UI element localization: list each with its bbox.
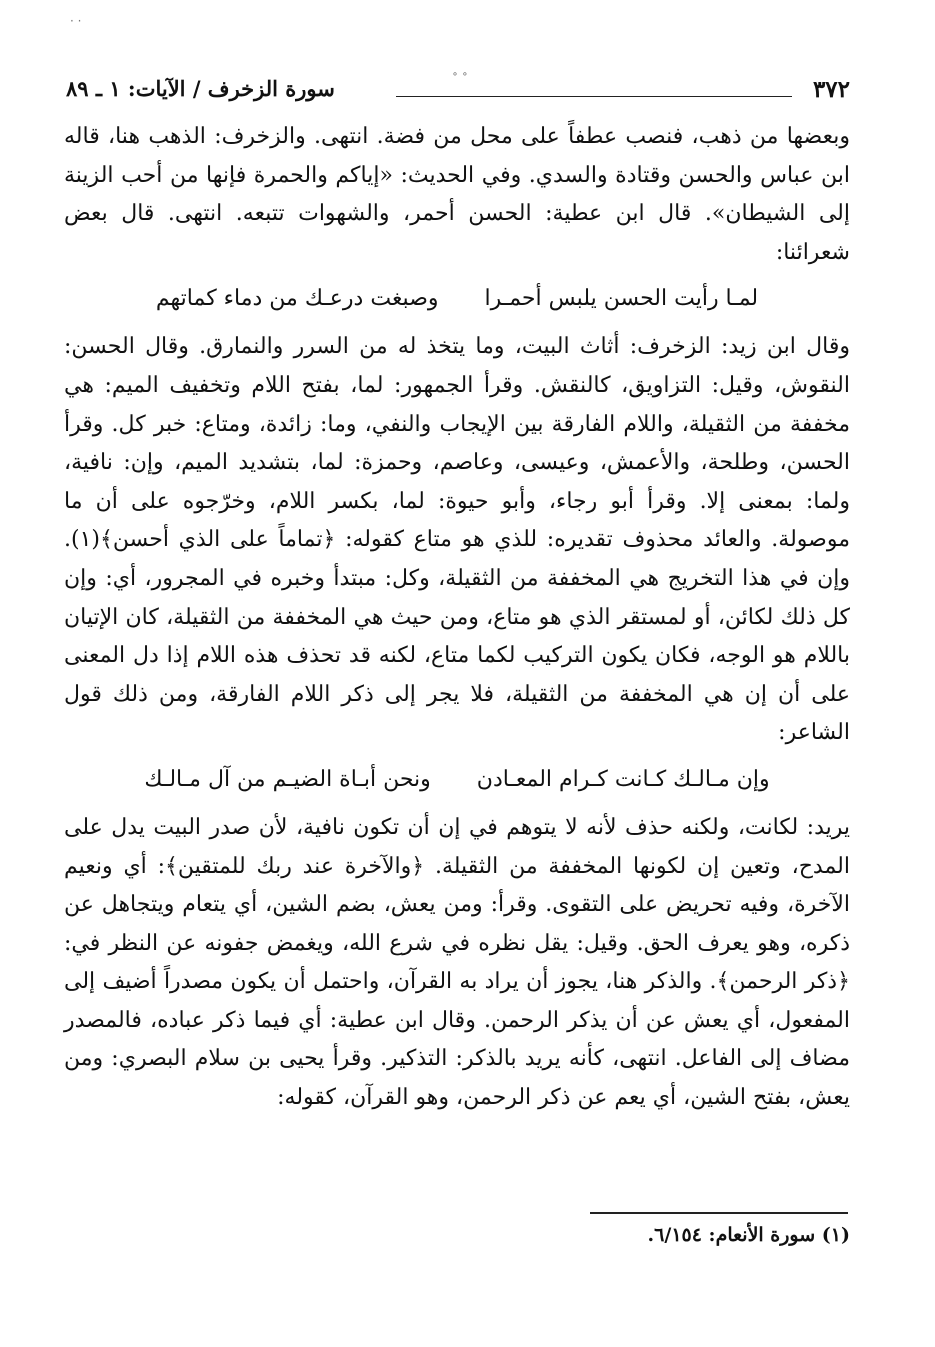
main-text <box>64 118 850 1118</box>
paragraph: وقال ابن زيد: الزخرف: أثاث البيت، وما يتخذ له من السرر والنمارق. وقال الحسن: النقوش، وقيل: التزاويق، كالنقش. وقرأ الجمهور: لما، بفتح اللام وتخفيف الميم: هي مخففة من الثقيلة، واللام الفارقة بين الإيجاب والنفي، وما: زائدة، ومتاع: خبر كل. وقرأ الحسن، وطلحة، والأعمش، وعيسى، وعاصم، وحمزة: لما، بتشديد الميم، وإن: نافية، ولما: بمعنى إلا. وقرأ أبو رجاء، وأبو حيوة: لما، بكسر اللام، وخرّجوه على أن ما موصولة. والعائد محذوف تقديره: للذي هو متاع كقوله: ﴿تماماً على الذي أحسن﴾(١). وإن في هذا التخريج هي المخففة من الثقيلة، وكل: مبتدأ وخبره في المجرور، أي: وإن كل ذلك لكائن، أو لمستقر الذي هو متاع، ومن حيث هي المخففة من الثقيلة، كان الإتيان باللام هو الوجه، فكان يكون التركيب لكما متاع، لكنه قد تحذف هذه اللام إذا دل المعنى على أن إن هي المخففة من الثقيلة، فلا يجر إلى ذكر اللام الفارقة، ومن ذلك قول الشاعر: <box>64 334 850 746</box>
header-rule <box>396 96 792 97</box>
paragraph: وبعضها من ذهب، فنصب عطفاً على محل من فضة. انتهى. والزخرف: الذهب هنا، قاله ابن عباس والحسن وقتادة والسدي. وفي الحديث: «إياكم والحمرة فإنها من أحب الزينة إلى الشيطان». قال ابن عطية: الحسن أحمر، والشهوات تتبعه. انتهى. قال بعض شعرائنا: <box>64 124 850 265</box>
footnote-rule <box>590 1212 848 1214</box>
poetry-verse <box>64 280 850 318</box>
running-title: سورة الزخرف / الآيات: ١ ـ ٨٩ <box>66 76 335 101</box>
verse-second-hemistich: وصبغت درعـك من دماء كماتهم <box>155 286 439 312</box>
poetry-verse <box>64 761 850 799</box>
scan-speck: ˚ ˚ <box>452 72 468 86</box>
verse-first-hemistich: وإن مـالـك كـانت كـرام المعـادن <box>476 766 770 792</box>
paragraph: يريد: لكانت، ولكنه حذف لأنه لا يتوهم في إن أن تكون نافية، لأن صدر البيت يدل على المدح، وتعين إن لكونها المخففة من الثقيلة. ﴿والآخرة عند ربك للمتقين﴾: أي ونعيم الآخرة، وفيه تحريض على التقوى. وقرأ: ومن يعش، بضم الشين، أي يتعام ويتجاهل عن ذكره، وهو يعرف الحق. وقيل: يقل نظره في شرع الله، ويغمض جفونه عن النظر في: ﴿ذكر الرحمن﴾. والذكر هنا، يجوز أن يراد به القرآن، واحتمل أن يكون مصدراً أضيف إلى المفعول، أي يعش عن أن يذكر الرحمن. وقال ابن عطية: أي فيما ذكر عباده، فالمصدر مضاف إلى الفاعل. انتهى، كأنه يريد بالذكر: التذكير. وقرأ يحيى بن سلام البصري: ومن يعش، بفتح الشين، أي يعم عن ذكر الرحمن، وهو القرآن، كقوله: <box>64 814 850 1111</box>
verse-first-hemistich: لمـا رأيت الحسن يلبس أحمـرا <box>484 286 759 312</box>
verse-second-hemistich: ونحن أبـاة الضيـم من آل مـالـك <box>144 766 431 792</box>
page-number: ٣٧٢ <box>812 76 850 103</box>
footnote: (١) سورة الأنعام: ٦/١٥٤. <box>647 1224 850 1246</box>
page-header <box>66 74 850 108</box>
scan-speck: · · <box>70 14 82 28</box>
